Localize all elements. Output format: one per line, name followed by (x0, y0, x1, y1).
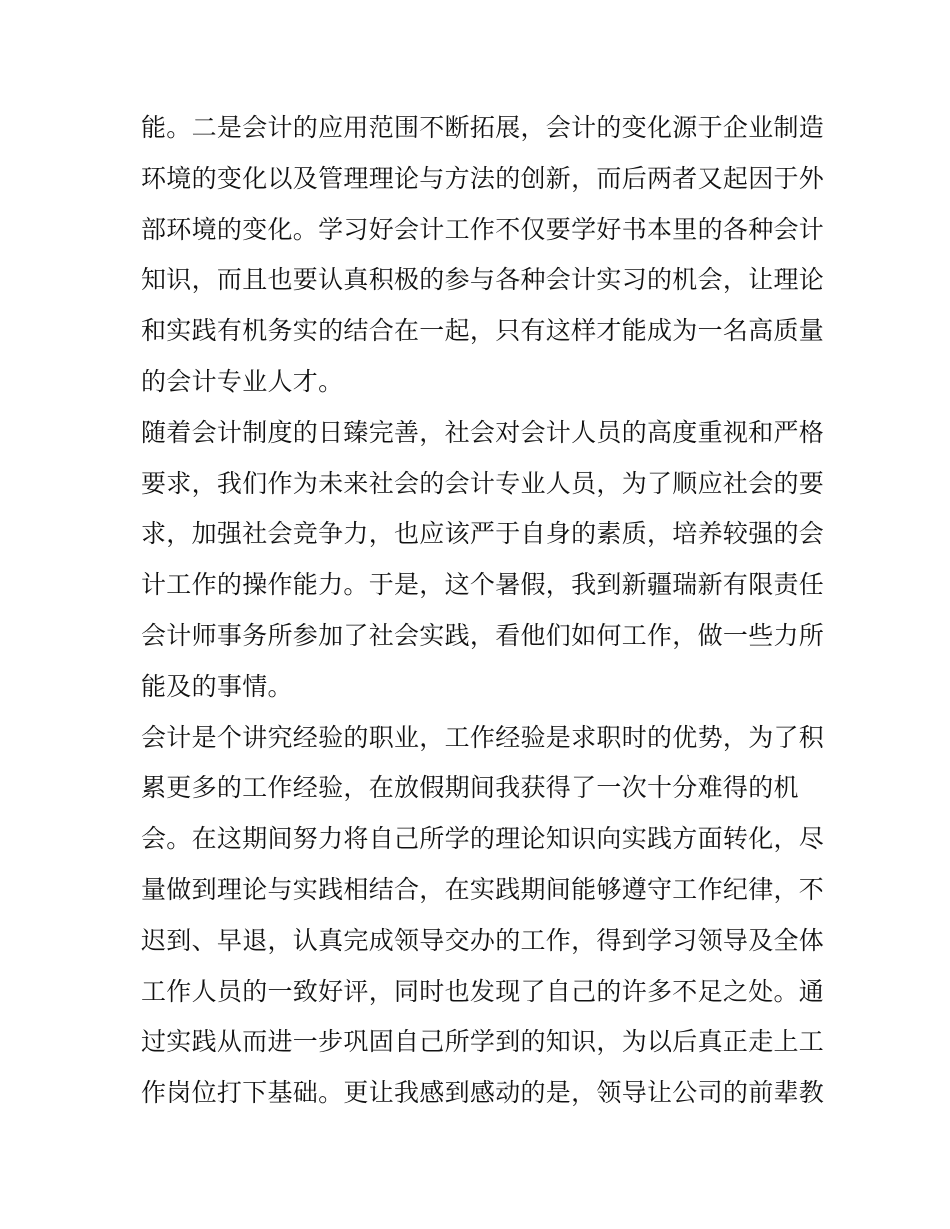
text-line: 环境的变化以及管理理论与方法的创新，而后两者又起因于外 (141, 163, 825, 193)
text-line: 作岗位打下基础。更让我感到感动的是，领导让公司的前辈教 (141, 1078, 825, 1108)
text-line: 量做到理论与实践相结合，在实践期间能够遵守工作纪律，不 (141, 874, 825, 904)
text-line: 会计是个讲究经验的职业，工作经验是求职时的优势，为了积 (141, 722, 825, 752)
text-line: 要求，我们作为未来社会的会计专业人员，为了顺应社会的要 (141, 468, 825, 498)
text-line: 能及的事情。 (141, 671, 293, 701)
text-line: 随着会计制度的日臻完善，社会对会计人员的高度重视和严格 (141, 417, 825, 447)
text-line: 累更多的工作经验，在放假期间我获得了一次十分难得的机 (141, 773, 799, 803)
body-text (141, 103, 825, 1119)
text-line: 会计师事务所参加了社会实践，看他们如何工作，做一些力所 (141, 620, 825, 650)
text-line: 迟到、早退，认真完成领导交办的工作，得到学习领导及全体 (141, 925, 825, 955)
text-line: 工作人员的一致好评，同时也发现了自己的许多不足之处。通 (141, 976, 825, 1006)
text-line: 部环境的变化。学习好会计工作不仅要学好书本里的各种会计 (141, 214, 825, 244)
text-line: 过实践从而进一步巩固自己所学到的知识，为以后真正走上工 (141, 1027, 825, 1057)
text-line: 知识，而且也要认真积极的参与各种会计实习的机会，让理论 (141, 265, 825, 295)
text-line: 的会计专业人才。 (141, 366, 344, 396)
text-line: 计工作的操作能力。于是，这个暑假，我到新疆瑞新有限责任 (141, 570, 825, 600)
text-line: 会。在这期间努力将自己所学的理论知识向实践方面转化，尽 (141, 824, 825, 854)
text-line: 和实践有机务实的结合在一起，只有这样才能成为一名高质量 (141, 316, 825, 346)
text-line: 求，加强社会竞争力，也应该严于自身的素质，培养较强的会 (141, 519, 825, 549)
text-line: 能。二是会计的应用范围不断拓展，会计的变化源于企业制造 (141, 113, 825, 142)
